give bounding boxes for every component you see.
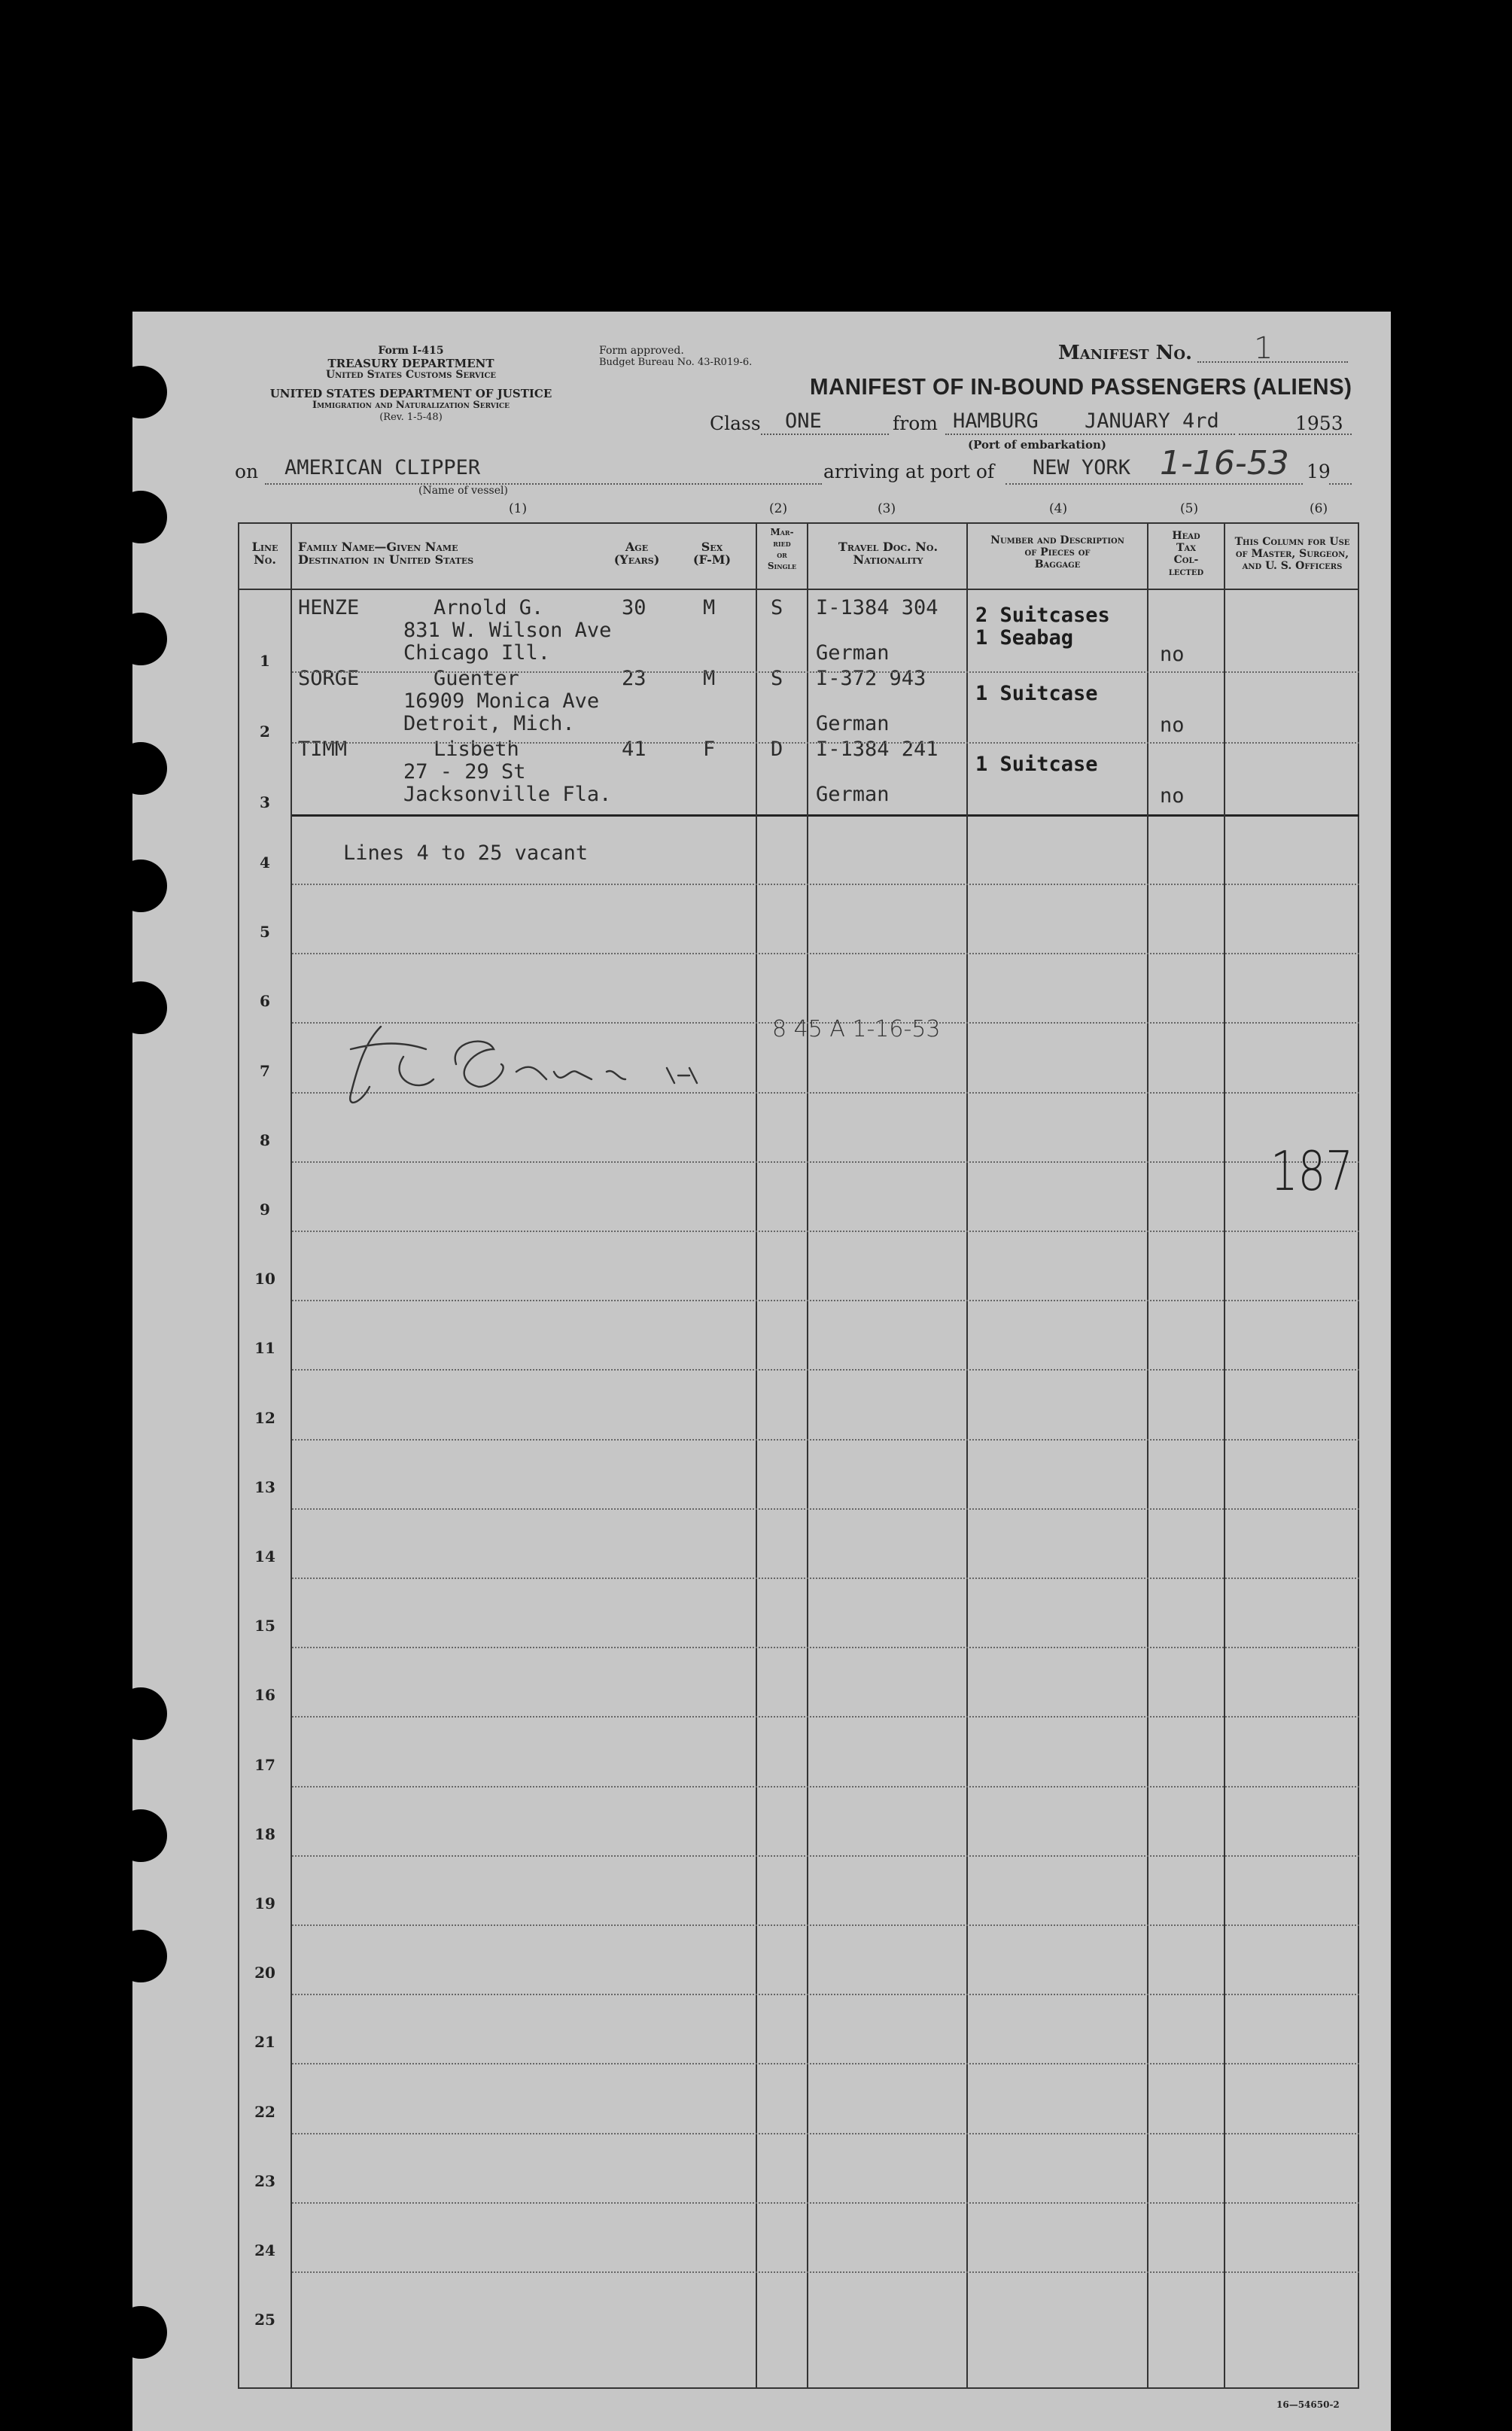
passenger-sex: F <box>703 738 716 761</box>
arriving-port: NEW YORK <box>1033 456 1131 479</box>
year-value: 1953 <box>1295 412 1343 434</box>
manifest-sheet <box>132 312 1391 2431</box>
line-number: 19 <box>254 1894 275 1912</box>
row-divider <box>292 1994 1359 1995</box>
col-num-1: (1) <box>509 501 528 516</box>
col-num-3: (3) <box>878 501 896 516</box>
arriving-label: arriving at port of <box>823 461 995 482</box>
arrival-date-handwritten: 1-16-53 <box>1160 444 1289 482</box>
passenger-travel-doc: I-1384 304 <box>816 596 939 619</box>
customs-service: United States Customs Service <box>325 369 497 381</box>
header-head-tax: Head Tax Col- lected <box>1168 530 1204 578</box>
passenger-city: Jacksonville Fla. <box>403 783 612 806</box>
treasury-dept: TREASURY DEPARTMENT <box>327 357 494 370</box>
line-number: 12 <box>254 1408 275 1427</box>
punch-hole <box>114 860 167 912</box>
passenger-travel-doc: I-372 943 <box>816 667 926 690</box>
line-number: 18 <box>254 1824 275 1843</box>
passenger-city: Detroit, Mich. <box>403 712 575 735</box>
punch-hole <box>114 2306 167 2359</box>
ins-service: Immigration and Naturalization Service <box>312 400 510 411</box>
arriving-year-prefix: 19 <box>1307 461 1331 482</box>
from-label: from <box>893 412 938 434</box>
passenger-age: 41 <box>622 738 646 761</box>
line-number: 11 <box>254 1339 275 1358</box>
line-number: 1 <box>260 652 270 670</box>
line-number: 25 <box>254 2311 275 2329</box>
vacant-note: Lines 4 to 25 vacant <box>343 841 589 865</box>
class-value: ONE <box>785 409 822 433</box>
line-number: 6 <box>260 992 270 1011</box>
row-divider <box>292 2063 1359 2064</box>
row-divider <box>292 884 1359 885</box>
col-num-4: (4) <box>1049 501 1068 516</box>
row-divider <box>292 1924 1359 1926</box>
class-line <box>761 434 889 435</box>
vessel-line <box>265 483 822 485</box>
row-divider <box>292 1231 1359 1232</box>
row-divider <box>292 2133 1359 2134</box>
passenger-city: Chicago Ill. <box>403 641 551 665</box>
punch-hole <box>114 613 167 665</box>
passenger-head-tax: no <box>1160 713 1185 737</box>
row-divider <box>292 1647 1359 1648</box>
line-number: 22 <box>254 2102 275 2121</box>
passenger-marital-status: D <box>771 738 783 761</box>
official-signature <box>336 996 757 1117</box>
header-line-no: Line No. <box>251 540 278 567</box>
punch-hole <box>114 366 167 418</box>
row-divider <box>292 1508 1359 1510</box>
punch-hole <box>114 1687 167 1740</box>
vessel-name: AMERICAN CLIPPER <box>284 456 481 479</box>
header-officers: This Column for Use of Master, Surgeon, and U. S. Officers <box>1234 536 1350 572</box>
col-divider <box>966 522 968 2389</box>
passenger-age: 30 <box>622 596 646 619</box>
arriving-line <box>1005 483 1303 485</box>
form-revision: (Rev. 1-5-48) <box>379 412 443 423</box>
passenger-nationality: German <box>816 712 890 735</box>
line-number: 5 <box>260 923 270 942</box>
line-number: 15 <box>254 1617 275 1635</box>
passenger-section-rule <box>292 814 1359 817</box>
row-divider <box>292 1578 1359 1579</box>
stamp-number: 187 <box>1270 1139 1353 1203</box>
row-divider <box>292 671 1359 673</box>
from-value: HAMBURG <box>953 409 1039 433</box>
passenger-given-name: Lisbeth <box>434 738 519 761</box>
time-handwritten: 8 45 A 1-16-53 <box>772 1016 941 1042</box>
line-number: 2 <box>260 723 270 741</box>
row-divider <box>292 2202 1359 2204</box>
form-number: Form I-415 <box>378 345 444 357</box>
row-divider <box>292 1855 1359 1857</box>
manifest-title: MANIFEST OF IN-BOUND PASSENGERS (ALIENS) <box>810 373 1352 400</box>
col-num-5: (5) <box>1180 501 1199 516</box>
line-number: 4 <box>260 853 270 872</box>
passenger-travel-doc: I-1384 241 <box>816 738 939 761</box>
passenger-nationality: German <box>816 783 890 806</box>
passenger-head-tax: no <box>1160 784 1185 808</box>
passenger-baggage: 1 Suitcase <box>975 753 1098 776</box>
row-divider <box>292 1716 1359 1718</box>
passenger-nationality: German <box>816 641 890 665</box>
port-embarkation-label: (Port of embarkation) <box>968 438 1106 452</box>
line-number: 20 <box>254 1964 275 1982</box>
line-number: 24 <box>254 2241 275 2259</box>
col-divider <box>756 522 757 2389</box>
passenger-sex: M <box>703 667 716 690</box>
manifest-no-value: 1 <box>1254 331 1273 366</box>
header-sex: Sex (F-M) <box>692 540 732 567</box>
passenger-given-name: Arnold G. <box>434 596 544 619</box>
col-divider <box>1224 522 1225 2389</box>
col-divider <box>1147 522 1148 2389</box>
passenger-baggage-extra: 1 Seabag <box>975 626 1074 650</box>
passenger-head-tax: no <box>1160 643 1185 666</box>
budget-bureau: Budget Bureau No. 43-R019-6. <box>599 357 753 368</box>
row-divider <box>292 1161 1359 1163</box>
vessel-name-label: (Name of vessel) <box>418 485 508 497</box>
row-divider <box>292 953 1359 954</box>
col-divider <box>807 522 808 2389</box>
passenger-marital-status: S <box>771 596 783 619</box>
line-number: 13 <box>254 1477 275 1496</box>
form-approved: Form approved. <box>599 345 684 357</box>
passenger-given-name: Guenter <box>434 667 519 690</box>
col-num-6: (6) <box>1310 501 1328 516</box>
row-divider <box>292 1300 1359 1301</box>
punch-hole <box>114 1809 167 1862</box>
line-number: 16 <box>254 1686 275 1705</box>
header-baggage: Number and Description of Pieces of Baggage <box>990 534 1124 570</box>
punch-hole <box>114 491 167 543</box>
justice-dept: UNITED STATES DEPARTMENT OF JUSTICE <box>269 387 552 400</box>
passenger-baggage: 2 Suitcases <box>975 604 1110 627</box>
row-divider <box>292 1439 1359 1441</box>
punch-hole <box>114 981 167 1034</box>
passenger-age: 23 <box>622 667 646 690</box>
passenger-family-name: TIMM <box>298 738 348 761</box>
passenger-family-name: HENZE <box>298 596 360 619</box>
from-line <box>945 434 1235 435</box>
passenger-sex: M <box>703 596 716 619</box>
row-divider <box>292 742 1359 744</box>
header-age: Age (Years) <box>613 540 660 567</box>
header-married: Mar- ried or Single <box>767 527 797 571</box>
line-number: 7 <box>260 1061 270 1080</box>
punch-hole <box>114 742 167 795</box>
line-number: 23 <box>254 2171 275 2190</box>
row-divider <box>292 1786 1359 1788</box>
row-divider <box>292 1369 1359 1371</box>
passenger-baggage: 1 Suitcase <box>975 682 1098 705</box>
footer-code: 16—54650-2 <box>1276 2399 1340 2410</box>
table-header-rule <box>238 589 1359 590</box>
header-name: Family Name—Given Name Destination in United States <box>298 540 474 567</box>
passenger-family-name: SORGE <box>298 667 360 690</box>
on-label: on <box>235 461 259 482</box>
passenger-address: 27 - 29 St <box>403 760 526 783</box>
col-num-2: (2) <box>769 501 788 516</box>
line-number: 10 <box>254 1270 275 1289</box>
row-divider <box>292 2271 1359 2273</box>
passenger-address: 16909 Monica Ave <box>403 689 600 713</box>
line-number: 3 <box>260 793 270 811</box>
passenger-address: 831 W. Wilson Ave <box>403 619 612 642</box>
date-value: JANUARY 4rd <box>1085 409 1219 433</box>
header-travel-doc: Travel Doc. No. Nationality <box>838 540 939 567</box>
line-number: 17 <box>254 1755 275 1774</box>
punch-hole <box>114 1930 167 1982</box>
manifest-no-label: Manifest No. <box>1058 342 1193 364</box>
line-number: 21 <box>254 2033 275 2052</box>
line-number: 9 <box>260 1200 270 1219</box>
arriving-year-line <box>1329 483 1352 485</box>
col-divider <box>291 522 292 2389</box>
line-number: 14 <box>254 1547 275 1565</box>
line-number: 8 <box>260 1130 270 1149</box>
passenger-marital-status: S <box>771 667 783 690</box>
class-label: Class <box>710 412 761 434</box>
